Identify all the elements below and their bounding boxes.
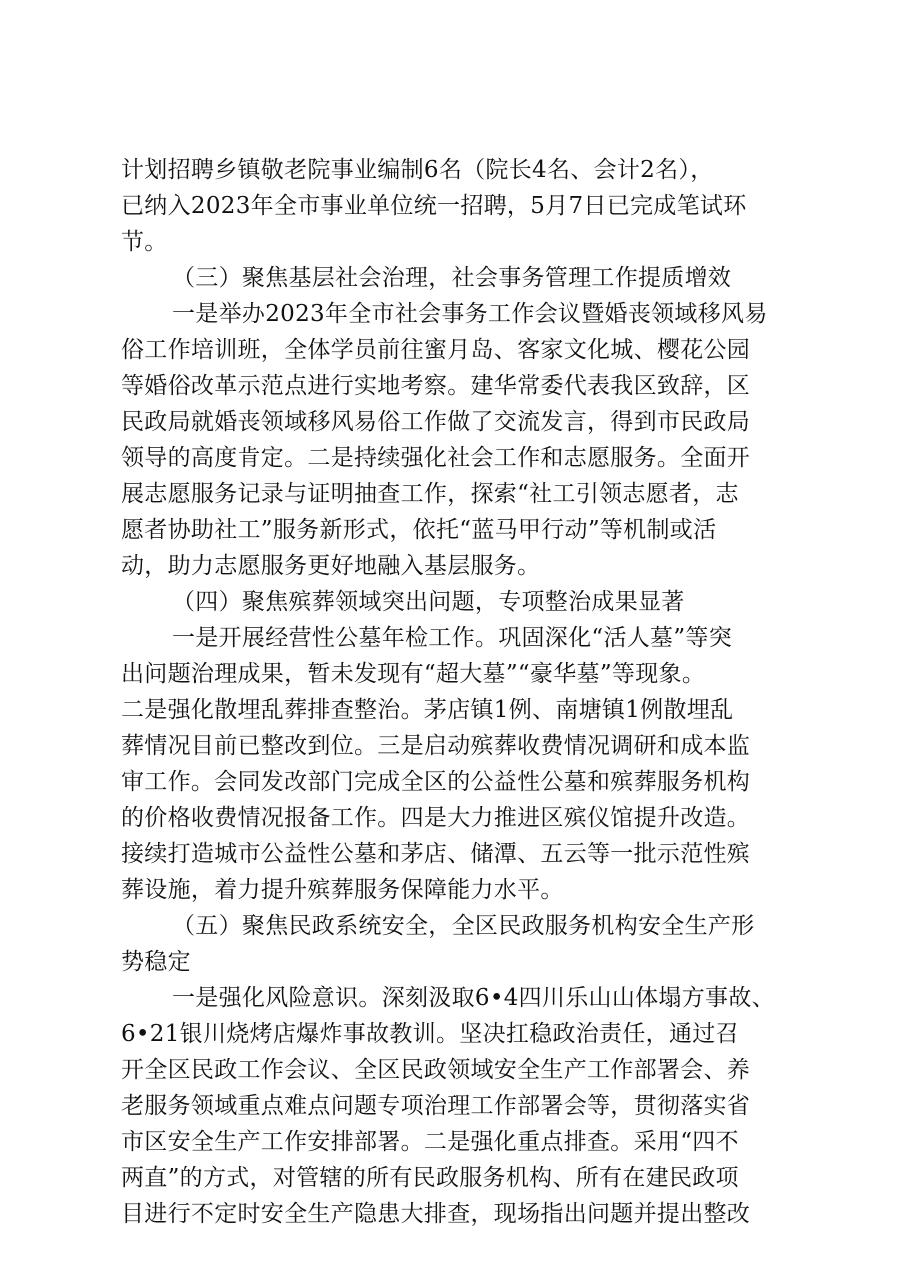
- text-line: 出问题治理成果，暂未发现有“超大墓”“豪华墓”等现象。: [121, 661, 706, 687]
- section-heading: （三）聚焦基层社会治理，社会事务管理工作提质增效: [172, 265, 732, 291]
- text-line: 葬设施，着力提升殡葬服务保障能力水平。: [121, 877, 564, 903]
- text-line: 愿者协助社工”服务新形式，依托“蓝马甲行动”等机制或活: [121, 517, 717, 543]
- text-line: 审工作。会同发改部门完成全区的公益性公墓和殡葬服务机构: [121, 769, 751, 795]
- text-line: 葬情况目前已整改到位。三是启动殡葬收费情况调研和成本监: [121, 733, 751, 759]
- text-line: 领导的高度肯定。二是持续强化社会工作和志愿服务。全面开: [121, 445, 751, 471]
- text-line: 已纳入2023年全市事业单位统一招聘，5月7日已完成笔试环: [121, 193, 747, 219]
- text-line: 两直”的方式，对管辖的所有民政服务机构、所有在建民政项: [121, 1165, 739, 1191]
- text-line: 市区安全生产工作安排部署。二是强化重点排查。采用“四不: [121, 1129, 739, 1155]
- text-line: 接续打造城市公益性公墓和茅店、储潭、五云等一批示范性殡: [121, 841, 751, 867]
- section-heading-cont: 势稳定: [121, 949, 191, 975]
- text-line: 二是强化散埋乱葬排查整治。茅店镇1例、南塘镇1例散埋乱: [121, 697, 734, 723]
- text-line: 计划招聘乡镇敬老院事业编制6名（院长4名、会计2名），: [121, 157, 714, 183]
- text-line: 一是强化风险意识。深刻汲取6•4四川乐山山体塌方事故、: [172, 985, 775, 1011]
- text-line: 动，助力志愿服务更好地融入基层服务。: [121, 553, 541, 579]
- section-heading: （五）聚焦民政系统安全，全区民政服务机构安全生产形: [172, 913, 755, 939]
- text-line: 民政局就婚丧领域移风易俗工作做了交流发言，得到市民政局: [121, 409, 751, 435]
- text-line: 老服务领域重点难点问题专项治理工作部署会等，贯彻落实省: [121, 1093, 751, 1119]
- text-line: 开全区民政工作会议、全区民政领域安全生产工作部署会、养: [121, 1057, 751, 1083]
- text-line: 一是开展经营性公墓年检工作。巩固深化“活人墓”等突: [172, 625, 733, 651]
- text-line: 展志愿服务记录与证明抽查工作，探索“社工引领志愿者，志: [121, 481, 739, 507]
- text-line: 的价格收费情况报备工作。四是大力推进区殡仪馆提升改造。: [121, 805, 751, 831]
- section-heading: （四）聚焦殡葬领域突出问题，专项整治成果显著: [172, 589, 685, 615]
- text-line: 目进行不定时安全生产隐患大排查，现场指出问题并提出整改: [121, 1201, 751, 1227]
- text-line: 一是举办2023年全市社会事务工作会议暨婚丧领域移风易: [172, 301, 768, 327]
- text-line: 节。: [121, 229, 168, 255]
- text-line: 等婚俗改革示范点进行实地考察。建华常委代表我区致辞，区: [121, 373, 751, 399]
- text-line: 6•21银川烧烤店爆炸事故教训。坚决扛稳政治责任，通过召: [121, 1021, 739, 1047]
- text-line: 俗工作培训班，全体学员前往蜜月岛、客家文化城、樱花公园: [121, 337, 751, 363]
